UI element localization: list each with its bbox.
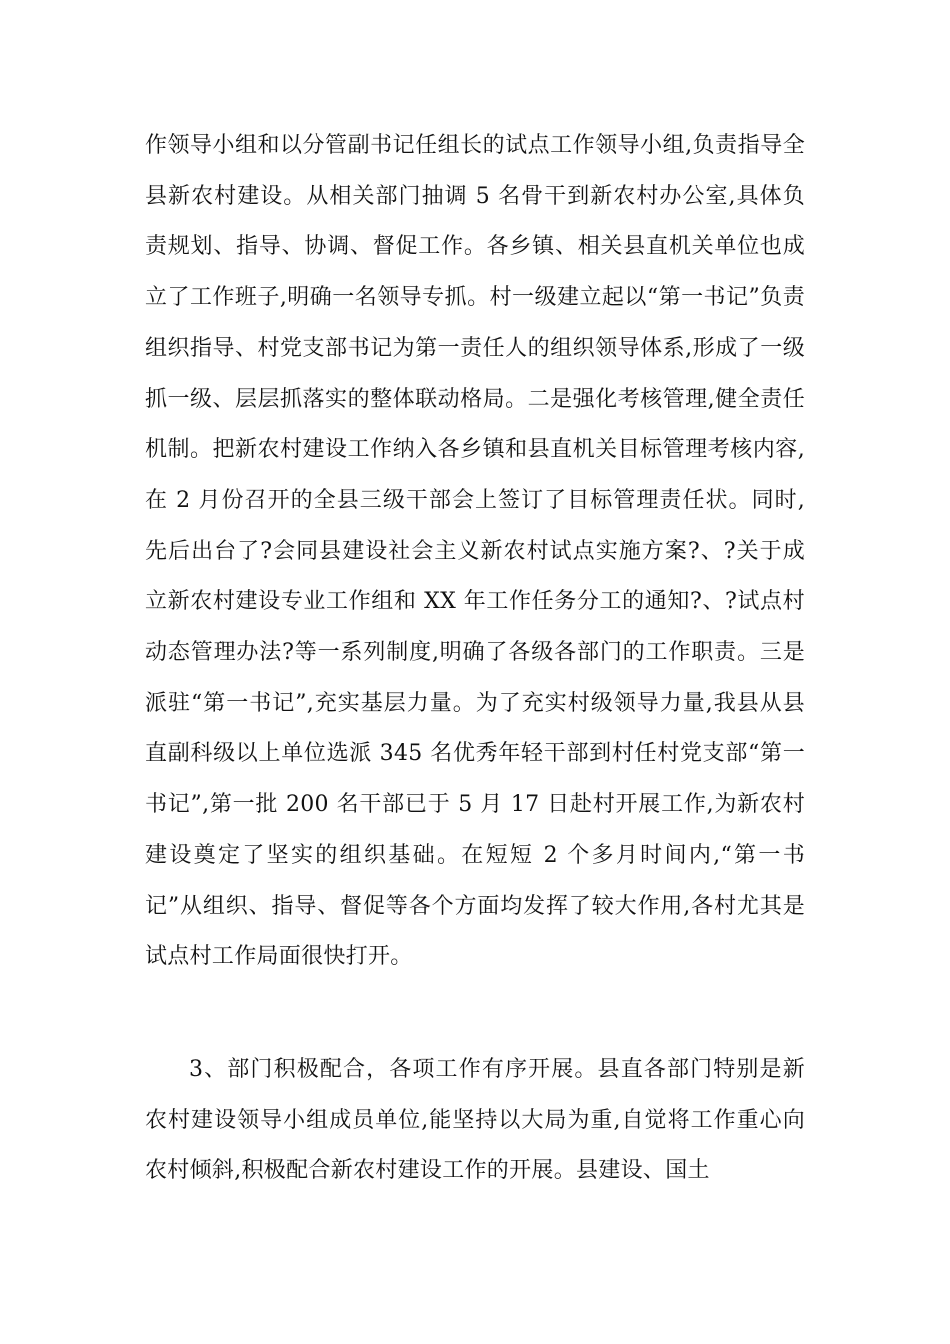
body-paragraph: 作领导小组和以分管副书记任组长的试点工作领导小组,负责指导全县新农村建设。从相关部门抽调 5 名骨干到新农村办公室,具体负责规划、指导、协调、督促工作。各乡镇、相关县直机关单位也成立了工作班子,明确一名领导专抓。村一级建立起以“第一书记”负责组织指导、村党支部书记为第一责任人的组织领导体系,形成了一级抓一级、层层抓落实的整体联动格局。二是强化考核管理,健全责任机制。把新农村建设工作纳入各乡镇和县直机关目标管理考核内容,在 2 月份召开的全县三级干部会上签订了目标管理责任状。同时,先后出台了?会同县建设社会主义新农村试点实施方案?、?关于成立新农村建设专业工作组和 XX 年工作任务分工的通知?、?试点村动态管理办法?等一系列制度,明确了各级各部门的工作职责。三是派驻“第一书记”,充实基层力量。为了充实村级领导力量,我县从县直副科级以上单位选派 345 名优秀年轻干部到村任村党支部“第一书记”,第一批 200 名干部已于 5 月 17 日赴村开展工作,为新农村建设奠定了坚实的组织基础。在短短 2 个多月时间内,“第一书记”从组织、指导、督促等各个方面均发挥了较大作用,各村尤其是试点村工作局面很快打开。 [145,133,805,970]
body-paragraph: 3、部门积极配合，各项工作有序开展。县直各部门特别是新农村建设领导小组成员单位,能坚持以大局为重,自觉将工作重心向农村倾斜,积极配合新农村建设工作的开展。县建设、国土 [145,1057,805,1184]
